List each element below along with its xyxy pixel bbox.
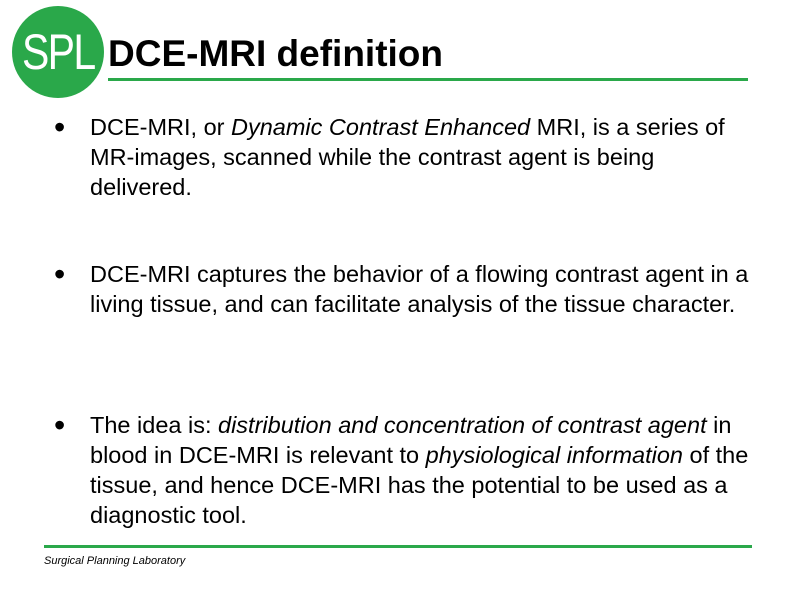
logo-text: SPL bbox=[21, 24, 95, 80]
italic-run: distribution and concentration of contrast agent bbox=[218, 412, 707, 438]
bullet-item-3 bbox=[52, 407, 752, 530]
text-run: The idea is: bbox=[90, 412, 219, 438]
bullet-item-2 bbox=[52, 256, 752, 319]
italic-run: Dynamic Contrast Enhanced bbox=[231, 114, 531, 140]
text-run: of the tissue, and hence DCE-MRI has the potential to be used as a diagnostic tool. bbox=[90, 442, 749, 528]
text-run: DCE-MRI captures the behavior of a flowing contrast agent in a living tissue, and can facilitate analysis of the tissue character. bbox=[90, 261, 749, 317]
bullet-item-1 bbox=[52, 109, 752, 202]
bullet-text-2 bbox=[90, 259, 752, 319]
page-title: DCE-MRI definition bbox=[108, 33, 444, 74]
bullet-icon: • bbox=[54, 109, 66, 145]
italic-run: physiological information bbox=[425, 442, 683, 468]
text-run: DCE-MRI, or bbox=[90, 114, 231, 140]
bullet-icon: • bbox=[54, 256, 66, 292]
footer-divider bbox=[44, 545, 752, 548]
bullet-text-3 bbox=[90, 410, 752, 530]
bullet-text-1 bbox=[90, 112, 752, 202]
bullet-icon: • bbox=[54, 407, 66, 443]
text-run: in blood in DCE-MRI is relevant to bbox=[90, 412, 732, 468]
footer-text: Surgical Planning Laboratory bbox=[44, 555, 186, 567]
text-run: MRI, is a series of MR-images, scanned while the contrast agent is being delivered. bbox=[90, 114, 725, 200]
